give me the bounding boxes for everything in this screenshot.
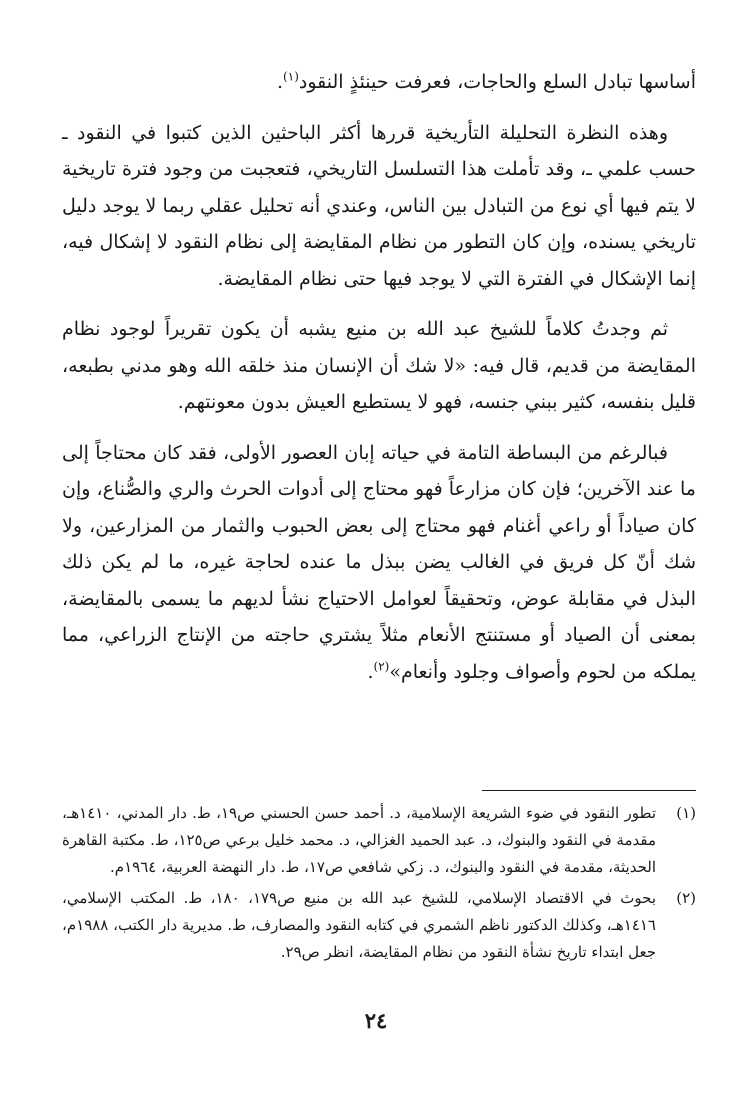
paragraph: وهذه النظرة التحليلة التأريخية قررها أكثر الباحثين الذين كتبوا في النقود ـ حسب علمي ـ، وقد تأملت هذا التسلسل التاريخي، فتعجبت من وجود فترة تاريخية لا يتم فيها أي نوع من التبادل بين الناس، وعندي أنه تحليل عقلي ربما لا يوجد دليل تاريخي يسنده، وإن كان التطور من نظام المقايضة إلى نظام النقود لا إشكال فيه، إنما الإشكال في الفترة التي لا يوجد فيها حتى نظام المقايضة. [62,121,696,290]
footnote-2 [62,885,696,966]
footnotes [62,800,696,970]
paragraph-tail: . [277,71,284,93]
footnote-number: (٢) [676,889,696,907]
paragraph-continuation [62,64,696,101]
paragraph-text: فبالرغم من البساطة التامة في حياته إبان العصور الأولى، فقد كان محتاجاً إلى ما عند الآخرين؛ فإن كان مزارعاً فهو محتاج إلى أدوات الحرث والري والصُّناع، وإن كان صياداً أو راعي أغنام فهو محتاج إلى بعض الحبوب والثمار من المزارعين، ولا شك أنّ كل فريق في الغالب يضن ببذل ما عنده لحاجة غيره، ما لم يكن ذلك البذل في مقابلة عوض، وتحقيقاً لعوامل الاحتياج نشأ لديهم ما يسمى بالمقايضة، بمعنى أن الصياد أو مستنتج الأنعام مثلاً يشتري حاجته من الإنتاج الزراعي، مما يملكه من لحوم وأصواف وجلود وأنعام» [62,441,696,683]
paragraph-text: أساسها تبادل السلع والحاجات، فعرفت حينئذٍ النقود [298,71,696,93]
footnote-ref-2[interactable]: (٢) [373,659,390,674]
page-number: ٢٤ [364,1008,388,1033]
paragraph [62,435,696,691]
footnote-ref-1[interactable]: (١) [283,69,299,84]
footnote-text: تطور النقود في ضوء الشريعة الإسلامية، د. أحمد حسن الحسني ص١٩، ط. دار المدني، ١٤١٠هـ، مقدمة في النقود والبنوك، د. عبد الحميد الغزالي، د. محمد خليل برعي ص١٢٥، ط. مكتبة القاهرة الحديثة، مقدمة في النقود والبنوك، د. زكي شافعي ص١٧، ط. دار النهضة العربية، ١٩٦٤م. [62,804,656,876]
footnote-separator [482,790,696,791]
main-text [62,64,696,704]
paragraph-tail: . [367,660,374,683]
footnote-number: (١) [676,804,696,822]
footnote-text: بحوث في الاقتصاد الإسلامي، للشيخ عبد الله بن منيع ص١٧٩، ١٨٠، ط. المكتب الإسلامي، ١٤١٦هـ، وكذلك الدكتور ناظم الشمري في كتابه النقود والمصارف، ط. مديرية دار الكتب، ١٩٨٨م، جعل ابتداء تاريخ نشأة النقود من نظام المقايضة، انظر ص٢٩. [62,889,657,961]
footnote-1 [62,800,696,881]
paragraph: ثم وجدتُ كلاماً للشيخ عبد الله بن منيع يشبه أن يكون تقريراً لوجود نظام المقايضة من قديم، قال فيه: «لا شك أن الإنسان منذ خلقه الله وهو مدني بطبعه، قليل بنفسه، كثير ببني جنسه، فهو لا يستطيع العيش بدون معونتهم. [62,318,696,413]
